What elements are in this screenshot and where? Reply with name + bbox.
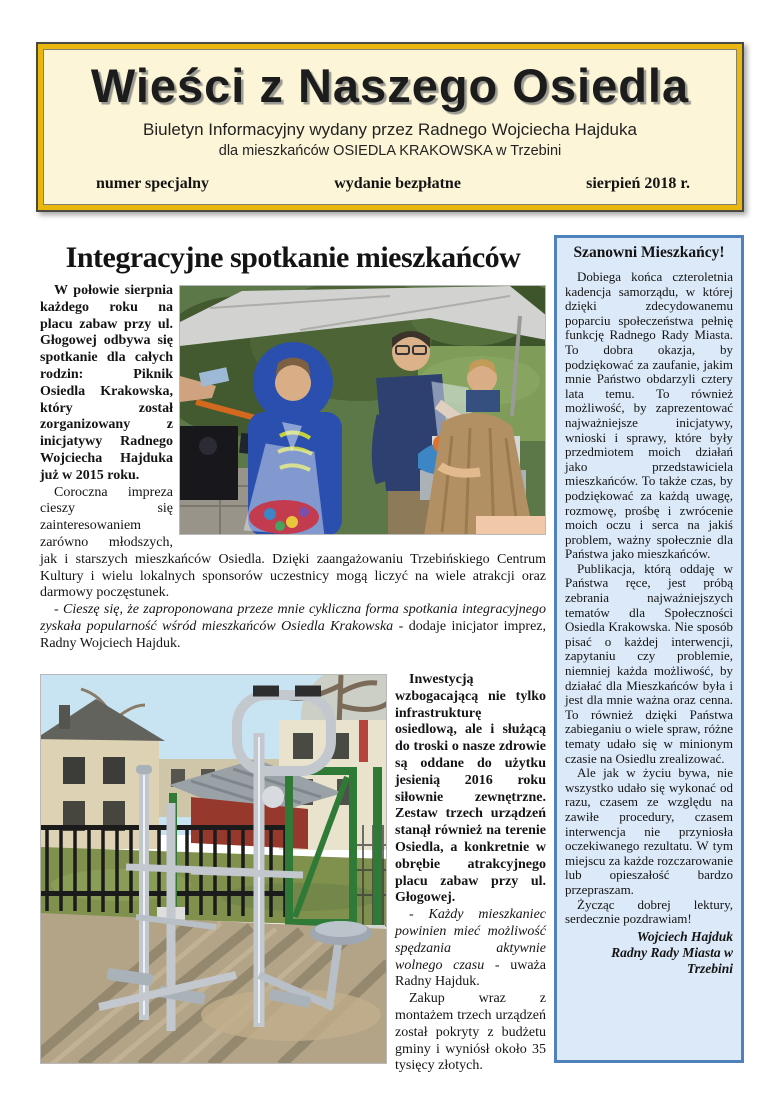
- sidebar-paragraph-3: Ale jak w życiu bywa, nie wszystko udało się wykonać od razu, czasem ze względu na zawiłe procedury, czasem interwencja nie przyniosła oczekiwanego rezultatu. W tym miejscu za każde rozczarowanie lub opieszałość bardzo przepraszam.: [565, 765, 733, 897]
- masthead-frame: [43, 49, 737, 205]
- article-gym-closing: Zakup wraz z montażem trzech urządzeń został pokryty z budżetu gminy i wyniósł około 35 tysięcy złotych.: [395, 991, 546, 1074]
- masthead: [36, 42, 744, 212]
- signature-block: [565, 929, 733, 977]
- article-picnic-quote: [40, 602, 546, 652]
- picnic-photo: [179, 285, 546, 535]
- article-picnic-body: Coroczna impreza cieszy się zainteresowaniem zarówno młodszych, jak i starszych mieszkańców Osiedla. Dzięki zaangażowaniu Trzebińskiego Centrum Kultury i wielu lokalnych sponsorów uczestnicy mogą liczyć na wiele atrakcji oraz darmowy poczęstunek.: [40, 484, 546, 601]
- masthead-info-row: [44, 175, 736, 193]
- article-picnic: [40, 241, 546, 653]
- signature-name: Wojciech Hajduk: [636, 928, 733, 944]
- picnic-quote-attribution: - dodaje inicjator imprez, Radny Wojciech Hajduk.: [40, 618, 546, 651]
- article-picnic-headline: Integracyjne spotkanie mieszkańców: [65, 241, 521, 274]
- signature-role: Radny Rady Miasta w Trzebini: [611, 944, 733, 976]
- article-gym-lead-text: Inwestycją wzbogacającą nie tylko infrastrukturę osiedlową, ale i służącą do troski o nasze zdrowie są oddane do użytku jesienią 2016 roku siłownie zewnętrzne. Zestaw trzech urządzeń stanął również na terenie Osiedla, a konkretnie w obrębie atrakcyjnego placu zabaw przy ul. Głogowej.: [395, 672, 546, 906]
- edition-label: wydanie bezpłatne: [334, 175, 461, 192]
- picnic-quote-text: - Cieszę się, że zaproponowana przeze mnie cykliczna forma spotkania integracyjnego zyskała popularność wśród mieszkańców Osiedla Krakowska: [40, 602, 546, 634]
- article-gym: [40, 672, 546, 1075]
- picnic-photo-illustration: [180, 286, 546, 535]
- newsletter-subtitle: Biuletyn Informacyjny wydany przez Radnego Wojciecha Hajduka: [143, 120, 637, 139]
- newsletter-audience: dla mieszkańców OSIEDLA KRAKOWSKA w Trzebini: [218, 143, 562, 159]
- newsletter-title: Wieści z Naszego Osiedla: [90, 59, 690, 112]
- gym-photo-illustration: [41, 675, 387, 1064]
- sidebar-letter: [554, 235, 744, 1063]
- gym-quote-attribution: uważa Radny Hajduk.: [395, 957, 546, 990]
- date-label: sierpień 2018 r.: [586, 175, 690, 192]
- gym-photo: [40, 674, 387, 1064]
- gym-quote-text: - Każdy mieszkaniec powinien mieć możliwość spędzania aktywnie wolnego czasu -: [395, 907, 546, 973]
- sidebar-paragraph-4: Życząc dobrej lektury, serdecznie pozdrawiam!: [565, 896, 733, 927]
- sidebar-letter-title: Szanowni Mieszkańcy!: [573, 244, 725, 261]
- issue-label: numer specjalny: [96, 175, 210, 192]
- sidebar-paragraph-1: Dobiega końca czteroletnia kadencja samorządu, w której dzięki zdecydowanemu poparciu społeczeństwa pełnię funkcję Radnego Rady Miasta. To dobra okazja, by podziękować za zaufanie, jakim mnie Państwo obdarzyli cztery lata temu. To również możliwość, by zaprezentować najważniejsze inicjatywy, wnioski i sprawy, które były przedmiotem moich działań jako przedstawiciela mieszkańców. To także czas, by podziękować za każdą uwagę, rozmowę, prośbę i zwrócenie moich oczu i serca na jakiś problem, ważny społecznie dla Państwa jako mieszkańców.: [565, 269, 733, 562]
- sidebar-paragraph-2: Publikacja, którą oddaję w Państwa ręce, jest próbą zebrania najważniejszych tematów dla Społeczności Osiedla Krakowska. Nie sposób pisać o każdej interwencji, zapytaniu czy problemie, niemniej każda możliwość, by działać dla Mieszkańców była i jest dla mnie ważna oraz cenna. To również dzięki Państwa zabieganiu o wiele spraw, różne tematy udało się w minionym czasie na Osiedlu zrealizować.: [565, 560, 733, 766]
- article-picnic-lead-text: W połowie sierpnia każdego roku na placu zabaw przy ul. Głogowej odbywa się spotkanie dla całych rodzin: Piknik Osiedla Krakowska, który został zorganizowany z inicjatywy Radnego Wojciecha Hajduka już w 2015 roku.: [40, 283, 173, 483]
